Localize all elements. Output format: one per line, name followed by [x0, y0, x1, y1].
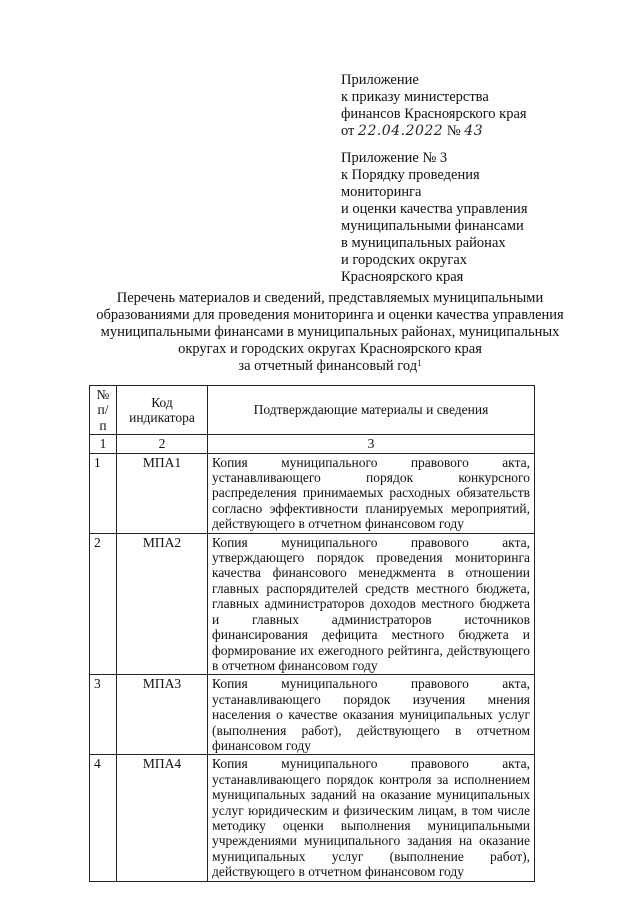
- title-line: образованиями для проведения мониторинга и оценки качества управления: [96, 307, 564, 323]
- date-prefix: от: [341, 123, 355, 139]
- header-code: Код индикатора: [117, 386, 208, 435]
- appendix-line: финансов Красноярского края: [341, 106, 527, 122]
- handwritten-date: 22.04.2022: [358, 123, 444, 139]
- header-number: № п/п: [90, 386, 117, 435]
- row-text: Копия муниципального правового акта, утверждающего порядок проведения мониторинга качества финансового менеджмента в отношении главных распорядителей средств местного бюджета, главных администраторов доходов местного бюджета и главных администраторов источников финансирования дефицита местного бюджета и формирование их ежегодного рейтинга, действующего в отчетном финансовом году: [208, 533, 535, 675]
- footnote-mark: 1: [417, 358, 422, 368]
- appendix3-line: и оценки качества управления: [341, 201, 528, 217]
- row-number: 3: [90, 675, 117, 755]
- appendix-line: Приложение: [341, 72, 419, 88]
- row-code: МПА2: [117, 533, 208, 675]
- row-number: 1: [90, 453, 117, 533]
- title-line-last: [80, 358, 580, 375]
- row-number: 2: [90, 533, 117, 675]
- appendix-date-line: [341, 123, 527, 140]
- row-code: МПА3: [117, 675, 208, 755]
- table-row: [90, 755, 535, 881]
- appendix3-line: Красноярского края: [341, 269, 464, 285]
- header-materials: Подтверждающие материалы и сведения: [208, 386, 535, 435]
- table-row: [90, 533, 535, 675]
- title-line: Перечень материалов и сведений, представляемых муниципальными: [116, 290, 544, 306]
- appendix3-line: Приложение № 3: [341, 150, 448, 166]
- table-header-row: [90, 386, 535, 435]
- document-title: [80, 290, 580, 375]
- title-line: округах и городских округах Красноярского края: [178, 341, 482, 357]
- appendix3-line: муниципальными финансами: [341, 218, 524, 234]
- appendix3-line: к Порядку проведения: [341, 167, 480, 183]
- appendix3-line: и городских округах: [341, 252, 468, 268]
- handwritten-number: 43: [464, 123, 484, 139]
- appendix-3-block: [341, 150, 528, 286]
- row-text: Копия муниципального правового акта, устанавливающего порядок изучения мнения населения о качестве оказания муниципальных услуг (выполнения работ), действующего в отчетном финансовом году: [208, 675, 535, 755]
- title-line: муниципальными финансами в муниципальных районах, муниципальных: [100, 324, 560, 340]
- col-number: 3: [208, 435, 535, 453]
- column-number-row: [90, 435, 535, 453]
- table-row: [90, 453, 535, 533]
- number-sign: №: [446, 123, 461, 139]
- appendix-order-block: [341, 72, 527, 140]
- appendix3-line: в муниципальных районах: [341, 235, 506, 251]
- row-text: Копия муниципального правового акта, устанавливающего порядок конкурсного распределения принимаемых расходных обязательств согласно эффективности планируемых мероприятий, действующего в отчетном финансовом году: [208, 453, 535, 533]
- materials-table: [89, 385, 535, 882]
- col-number: 1: [90, 435, 117, 453]
- appendix3-line: мониторинга: [341, 184, 422, 200]
- row-number: 4: [90, 755, 117, 881]
- row-code: МПА1: [117, 453, 208, 533]
- row-code: МПА4: [117, 755, 208, 881]
- title-line: за отчетный финансовый год: [238, 358, 418, 374]
- row-text: Копия муниципального правового акта, устанавливающего порядок контроля за исполнением муниципальных заданий на оказание муниципальных услуг юридическим и физическим лицам, в том числе методику оценки выполнения муниципальными учреждениями муниципального задания на оказание муниципальных услуг (выполнение работ), действующего в отчетном финансовом году: [208, 755, 535, 881]
- appendix-line: к приказу министерства: [341, 89, 489, 105]
- table-row: [90, 675, 535, 755]
- col-number: 2: [117, 435, 208, 453]
